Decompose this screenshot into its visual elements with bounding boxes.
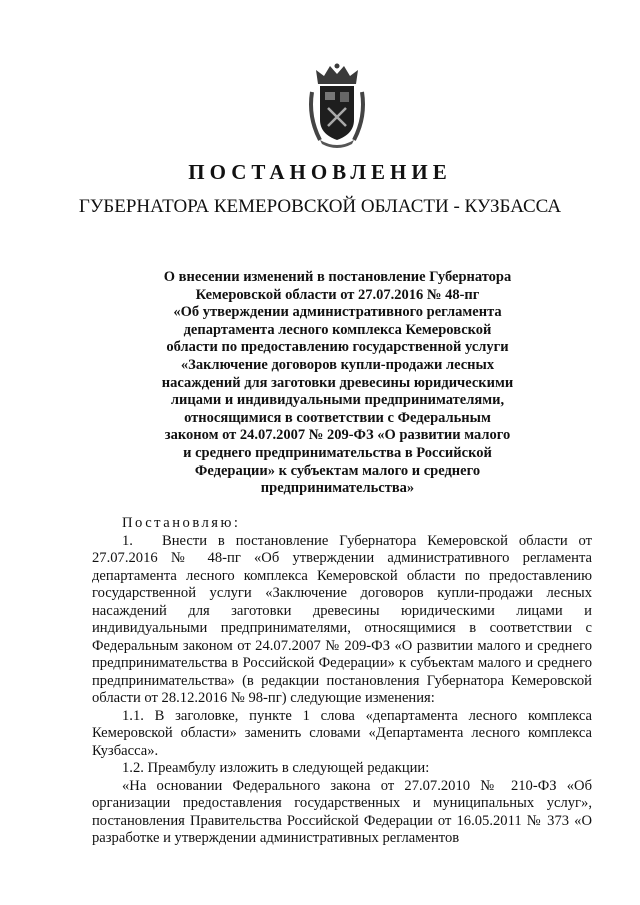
heading-line: департамента лесного комплекса Кемеровской (183, 321, 492, 338)
heading-line: Федерации» к субъектам малого и среднего (194, 462, 481, 479)
decree-word: Постановляю: (122, 515, 241, 531)
heading-line: «Заключение договоров купли-продажи лесных (180, 356, 495, 373)
heading-line: О внесении изменений в постановление Губернатора (163, 269, 512, 285)
paragraph-1 (92, 533, 592, 708)
document-body (92, 515, 592, 848)
heading-line: и среднего предпринимательства в Российской (183, 444, 492, 461)
document-subtitle: ГУБЕРНАТОРА КЕМЕРОВСКОЙ ОБЛАСТИ - КУЗБАССА (78, 196, 562, 217)
paragraph-number: 1. (122, 532, 133, 549)
heading-line: Кемеровской области от 27.07.2016 № 48-пг (195, 286, 480, 303)
heading-line: области по предоставлению государственной услуги (166, 339, 509, 356)
paragraph-1-2: 1.2. Преамбулу изложить в следующей редакции: (122, 760, 430, 776)
paragraph-1-text: Внести в постановление Губернатора Кемеровской области от 27.07.2016 № 48-пг «Об утверждении административного регламента департамента лесного комплекса Кемеровской области по предоставлению государственной услуги «Заключение договоров купли-продажи лесных насаждений для заготовки древесины юридическими лицами и индивидуальными предпринимателями, относящимися в соответствии с Федеральным законом от 24.07.2007 № 209-ФЗ «О развитии малого и среднего предпринимательства в Российской Федерации» к субъектам малого и среднего предпринимательства» (в редакции постановления Губернатора Кемеровской области от 28.12.2016 № 98-пг) следующие изменения: (92, 532, 592, 706)
heading-line: лицами и индивидуальными предпринимателями, (170, 392, 505, 409)
heading-line: относящимися в соответствии с Федеральным (184, 409, 491, 426)
heading-line: «Об утверждении административного регламента (173, 304, 502, 321)
document-title: ПОСТАНОВЛЕНИЕ (188, 160, 452, 184)
heading-line: насаждений для заготовки древесины юридическими (161, 374, 514, 391)
heading-line: предпринимательства» (260, 480, 415, 497)
paragraph-1-1: 1.1. В заголовке, пункте 1 слова «департамента лесного комплекса Кемеровской области» заменить словами «Департамента лесного комплекса Кузбасса». (92, 707, 592, 759)
coat-of-arms-icon (306, 62, 368, 150)
quoted-preamble: «На основании Федерального закона от 27.07.2010 № 210-ФЗ «Об организации предоставления государственных и муниципальных услуг», постановления Правительства Российской Федерации от 16.05.2011 № 373 «О разработке и утверждении административных регламентов (92, 777, 592, 846)
heading-line: законом от 24.07.2007 № 209-ФЗ «О развитии малого (164, 427, 511, 444)
decree-heading (140, 269, 535, 498)
